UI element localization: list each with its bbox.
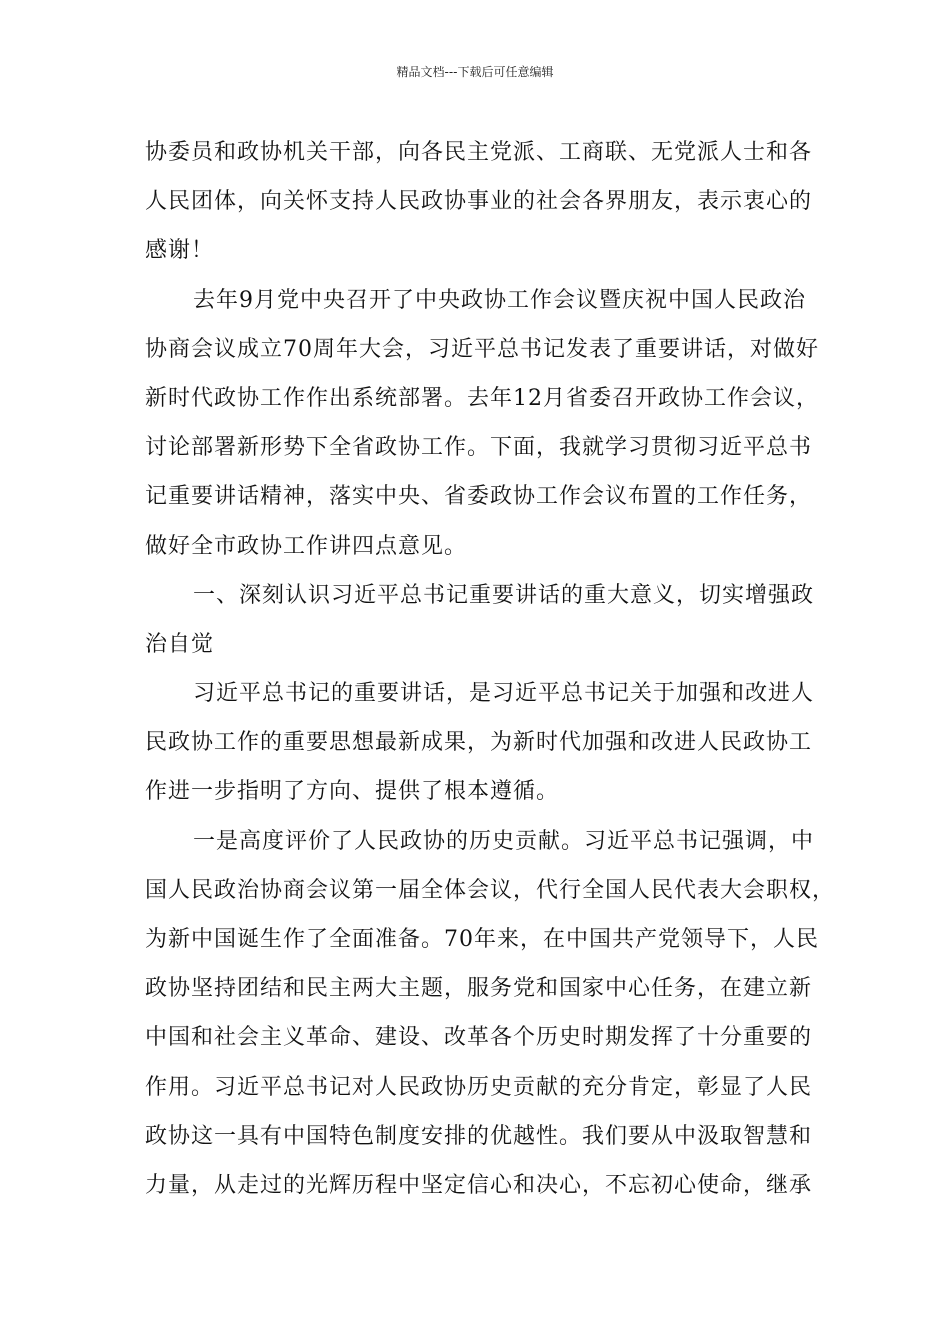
text-line-20: 作用。习近平总书记对人民政协历史贡献的充分肯定，彰显了人民 [145,1074,813,1100]
text-line-8: 记重要讲话精神，落实中央、省委政协工作会议布置的工作任务， [145,484,813,510]
text-line-12: 习近平总书记的重要讲话，是习近平总书记关于加强和改进人 [193,681,815,707]
text-line-9: 做好全市政协工作讲四点意见。 [145,533,468,559]
text-line-15: 一是高度评价了人民政协的历史贡献。习近平总书记强调，中 [193,828,815,854]
text-line-16: 国人民政治协商会议第一届全体会议，代行全国人民代表大会职权， [145,877,836,903]
section-heading-1-cont: 治自觉 [145,631,215,657]
text-line-3: 感谢！ [145,238,215,264]
text-line-19: 中国和社会主义革命、建设、改革各个历史时期发挥了十分重要的 [145,1025,813,1051]
text-line-2: 人民团体，向关怀支持人民政协事业的社会各界朋友，表示衷心的 [145,189,813,215]
text-line-17: 为新中国诞生作了全面准备。70年来，在中国共产党领导下，人民 [145,927,819,952]
text-line-18: 政协坚持团结和民主两大主题，服务党和国家中心任务，在建立新 [145,976,813,1002]
text-line-1: 协委员和政协机关干部，向各民主党派、工商联、无党派人士和各 [145,140,813,165]
text-line-21: 政协这一具有中国特色制度安排的优越性。我们要从中汲取智慧和 [145,1123,813,1149]
text-line-5: 协商会议成立70周年大会，习近平总书记发表了重要讲话，对做好 [145,336,819,362]
document-body [145,128,836,1210]
section-heading-1: 一、深刻认识习近平总书记重要讲话的重大意义，切实增强政 [193,582,815,608]
text-line-6: 新时代政协工作作出系统部署。去年12月省委召开政协工作会议， [145,385,819,411]
text-line-14: 作进一步指明了方向、提供了根本遵循。 [145,779,560,805]
text-line-4: 去年9月党中央召开了中央政协工作会议暨庆祝中国人民政治 [193,287,806,313]
text-line-22: 力量，从走过的光辉历程中坚定信心和决心，不忘初心使命，继承 [145,1172,813,1198]
text-line-13: 民政协工作的重要思想最新成果，为新时代加强和改进人民政协工 [145,730,813,756]
text-line-7: 讨论部署新形势下全省政协工作。下面，我就学习贯彻习近平总书 [145,435,813,461]
page-header: 精品文档---下载后可任意编辑 [396,65,554,79]
